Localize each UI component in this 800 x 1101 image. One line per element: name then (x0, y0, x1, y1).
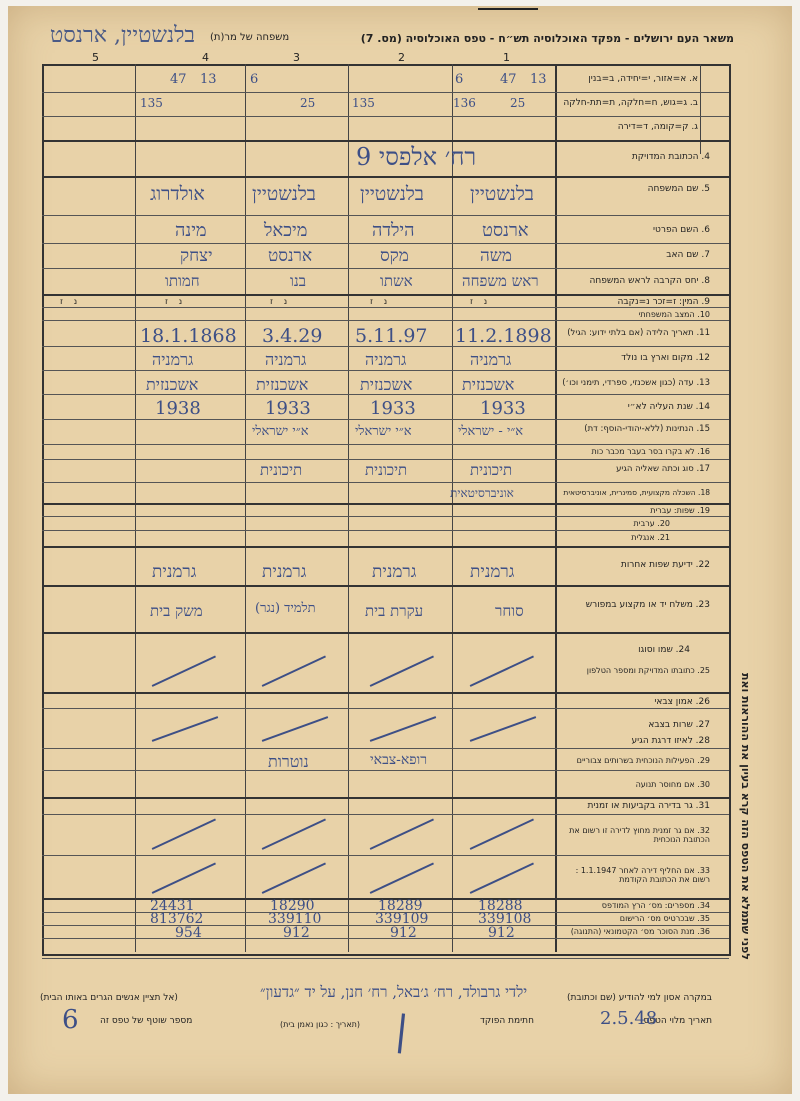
gender-options: נ ז (370, 297, 388, 307)
code-entry: 6 (250, 72, 259, 87)
row-label: 15. הנתינות (ללא-יהודי-הוסף: דת) (584, 424, 710, 434)
row-label: 25. כתובתו המדויקת ומספר הטלפון (586, 666, 710, 675)
row-label: 22. ידיעת שפות אחרות (620, 560, 710, 570)
row-label: 8. יחס הקרבה לראש המשפחה (589, 276, 710, 286)
form-count-entry: 6 (62, 1005, 79, 1035)
row-line (42, 938, 729, 939)
aliyah-year-entry: 1933 (480, 398, 526, 419)
code-entry: 25 (510, 96, 526, 110)
row-line (42, 268, 729, 269)
relation-entry: חמותו (165, 272, 200, 290)
row-line (42, 92, 729, 93)
row-label: א. א=אזור, י=יחידה, ב=בנין (588, 74, 698, 84)
relation-entry: ראש משפחה (462, 272, 539, 290)
father-name-entry: ארנסט (268, 246, 313, 266)
top-binding-mark (478, 8, 538, 14)
row-label: 14. שנת העליה לא״י (627, 402, 710, 412)
row-line (42, 585, 729, 587)
row-label: 24. שמו וסוגו (638, 645, 690, 655)
inform-label: במקרה אסון למי להודיע (שם וכתובת) (566, 993, 712, 1003)
nationality-entry: א״י ישראלי (252, 424, 309, 439)
code-entry: 13 (530, 72, 547, 87)
surname-entry: בלנשטיין (360, 183, 424, 205)
row-line (42, 444, 729, 445)
row-label: 20. ערבית (633, 519, 670, 528)
nationality-entry: א״י ישראלי (355, 424, 412, 439)
birthplace-entry: גרמניה (365, 350, 407, 369)
birthplace-entry: גרמניה (470, 350, 512, 369)
sugar-ration-entry: 912 (283, 925, 310, 941)
row-label: 35. שבכרטיס מס׳ הרישום (619, 914, 710, 923)
row-line (42, 516, 729, 517)
code-entry: 25 (300, 96, 316, 110)
row-line (42, 320, 729, 321)
surname-entry: בלנשטיין (252, 183, 316, 205)
form-header (30, 23, 740, 52)
row-label: 16. לא בקרו בסר בעבר מכבר כות (591, 447, 710, 456)
birth-date-entry: 5.11.97 (355, 325, 428, 347)
language-entry: גרמנית (470, 562, 515, 582)
relation-entry: בנו (290, 272, 306, 290)
grid-divider (245, 64, 246, 952)
occupation-entry: עקרת בית (365, 602, 424, 620)
row-line (42, 419, 729, 420)
occupation-entry: משק בית (150, 602, 203, 620)
row-line (42, 307, 729, 308)
family-name-handwritten: בלנשטיין, ארנסט (50, 23, 196, 48)
row-line (42, 215, 729, 216)
nationality-entry: א״י - ישראלי (458, 424, 524, 439)
row-label: 30. אם מחוסר תנועה (635, 780, 710, 789)
id-number-entry: 18290 (270, 898, 315, 914)
birth-date-entry: 3.4.29 (262, 325, 323, 347)
sugar-ration-entry: 954 (175, 925, 202, 941)
row-label: 10. המצב המשפחתי (638, 310, 710, 319)
row-label: 9. המין: ז=זכר נ=נקבה (617, 297, 710, 307)
footer-divider (42, 958, 729, 959)
id-number-entry: 24431 (150, 898, 195, 914)
row-line (42, 294, 729, 296)
public-service-entry: נוטרות (268, 752, 309, 771)
code-entry: 13 (200, 72, 217, 87)
row-line (42, 370, 729, 371)
father-name-entry: יצחק (180, 246, 213, 266)
row-line (42, 797, 729, 799)
row-label: 5. שם המשפחה (647, 184, 710, 194)
date-entry: 2.5.48 (600, 1008, 658, 1029)
owner-label: (תאריך : כגון נאמן בית) (280, 1020, 361, 1029)
language-entry: גרמנית (372, 562, 417, 582)
row-line (42, 708, 729, 709)
id-number-entry: 18289 (378, 898, 423, 914)
row-label: 6. השם הפרטי (653, 225, 710, 235)
first-name-entry: מיכאל (264, 220, 308, 241)
aliyah-year-entry: 1933 (370, 398, 416, 419)
community-entry: אשכנזית (146, 375, 199, 394)
row-label: 29. הפעילות הנוכחית בשרותים צבוריים (576, 756, 710, 765)
row-label: 33. אם החליף דירה לאחר 1.1.1947 : רשום את הכתובת הקודמת (575, 866, 710, 884)
community-entry: אשכנזית (462, 375, 515, 394)
column-number-2: 2 (398, 51, 405, 64)
date-label: תאריך מלוי הטפס (643, 1016, 712, 1026)
row-label: 18. השכלה מקצועית, סמינרית, אוניברסיטאית (563, 488, 710, 497)
row-label: 4. הכתובת המדויקת (631, 152, 710, 162)
first-name-entry: מינה (175, 220, 207, 241)
gender-options: נ ז (470, 297, 488, 307)
registration-number-entry: 339109 (375, 911, 429, 927)
row-line (42, 632, 729, 634)
signature-stroke: | (392, 1007, 411, 1055)
row-line (42, 116, 729, 117)
form-title: משאר העם ירושלים - מפקד האוכלוסיה תש״ח - טפס האוכלוסיה (מס. 7) (360, 32, 734, 45)
surname-entry: אולדרוג (150, 183, 205, 205)
row-line (42, 530, 729, 531)
row-label: 27. שרות בצבא (648, 720, 710, 730)
row-line (42, 546, 729, 548)
grid-divider (452, 64, 453, 952)
university-entry: אוניברסיטאית (450, 486, 514, 500)
code-entry: 47 (170, 72, 187, 87)
first-name-entry: ארנסט (482, 220, 529, 241)
column-number-1: 1 (503, 51, 510, 64)
community-entry: אשכנזית (256, 375, 309, 394)
gender-options: נ ז (165, 297, 183, 307)
row-label: 7. שם האב (666, 250, 710, 260)
row-line (42, 243, 729, 244)
row-line (42, 176, 729, 178)
birth-date-entry: 11.2.1898 (455, 325, 552, 347)
education-entry: תיכונית (260, 461, 303, 479)
address-entry: רח׳ אלפסי 9 (356, 143, 477, 171)
language-entry: גרמנית (262, 562, 307, 582)
row-label: 21. אנגלית (631, 533, 670, 542)
inform-contact-entry: ילדי גרבולד, רח׳ ג׳באל, רח׳ חנן, על יד ״גדעון״ (260, 983, 528, 1001)
signature-label: חתימת הפוקד (480, 1016, 534, 1026)
father-name-entry: מקס (380, 246, 409, 266)
birth-date-entry: 18.1.1868 (140, 325, 237, 347)
first-name-entry: הילדה (372, 220, 415, 241)
row-label: ג. ק=קומה, ד=דירה (617, 122, 698, 132)
code-entry: 47 (500, 72, 517, 87)
column-number-4: 4 (202, 51, 209, 64)
side-instruction-text: לפני שתמלא את הטפס הזה קרא בעיון את ההוראות ואת (739, 672, 752, 960)
aliyah-year-entry: 1933 (265, 398, 311, 419)
gender-options: נ ז (60, 297, 78, 307)
surname-entry: בלנשטיין (470, 183, 534, 205)
row-label: 36. מנת הסוכר מס׳ הקטמונאי (התנוגה) (570, 927, 710, 936)
id-number-entry: 18288 (478, 898, 523, 914)
gender-options: נ ז (270, 297, 288, 307)
education-entry: תיכונית (365, 461, 408, 479)
column-number-5: 5 (92, 51, 99, 64)
occupation-entry: תלמיד (נגר) (255, 601, 316, 616)
row-line (42, 770, 729, 771)
registration-number-entry: 813762 (150, 911, 204, 927)
row-line (42, 748, 729, 749)
code-entry: 135 (140, 96, 163, 110)
code-entry: 136 (453, 96, 476, 110)
community-entry: אשכנזית (360, 375, 413, 394)
grid-divider (348, 64, 349, 952)
family-label: משפחה של מר(ת) (210, 32, 290, 43)
inform-note: (אל תציין אנשים הגרים באותו הבית) (40, 993, 178, 1003)
row-label: 23. משלח יד או מקצוע במפורש (585, 600, 710, 610)
row-label: 13. עדה (כגון אשכנזי, ספרדי, תימני וכו׳) (562, 378, 710, 388)
row-line (42, 692, 729, 694)
row-label: 19. שפות: עברית (650, 506, 710, 515)
code-entry: 6 (455, 72, 464, 87)
row-line (42, 814, 729, 815)
relation-entry: אשתו (380, 272, 413, 290)
birthplace-entry: גרמניה (152, 350, 194, 369)
occupation-entry: סוחר (495, 602, 524, 620)
row-label: 31. גר בדירה בקביעות או זמנית (587, 801, 710, 811)
row-line (42, 482, 729, 483)
aliyah-year-entry: 1938 (155, 398, 201, 419)
language-entry: גרמנית (152, 562, 197, 582)
row-label: 11. תאריך הלידה (אם בלתי ידוע: הגיל) (567, 328, 710, 338)
grid-divider (135, 64, 136, 952)
common-number-label: מספר שוטף של טפס זה (100, 1016, 193, 1026)
sugar-ration-entry: 912 (390, 925, 417, 941)
father-name-entry: משה (480, 246, 512, 266)
label-column-divider (555, 64, 557, 952)
birthplace-entry: גרמניה (265, 350, 307, 369)
education-entry: תיכונית (470, 461, 513, 479)
side-instructions (738, 60, 758, 960)
code-entry: 135 (352, 96, 375, 110)
row-line (42, 855, 729, 856)
row-line (42, 140, 729, 142)
row-line (42, 503, 729, 505)
row-label: 28. לאיזו דרגת הגיע (631, 736, 710, 746)
sugar-ration-entry: 912 (488, 925, 515, 941)
public-service-entry: רופא-צבאי (370, 752, 428, 768)
registration-number-entry: 339110 (268, 911, 322, 927)
row-label: 12. מקום וארץ בו נולד (621, 353, 710, 363)
row-label: 26. אמון צבאי (654, 697, 710, 707)
row-label: 34. מספרים: מס׳ הרץ המודפס (601, 901, 710, 910)
row-line (42, 459, 729, 460)
row-label: ב. ג=גוש, ח=חלקה, ת=תת-חלקה (563, 98, 698, 108)
column-number-3: 3 (293, 51, 300, 64)
row-label: 17. סוג וכתה שאליה הגיע (616, 464, 710, 474)
row-label: 32. אם גר זמנית מחוץ לדירה זו רשום את הכתובת הנוכחית (569, 826, 710, 844)
registration-number-entry: 339108 (478, 911, 532, 927)
